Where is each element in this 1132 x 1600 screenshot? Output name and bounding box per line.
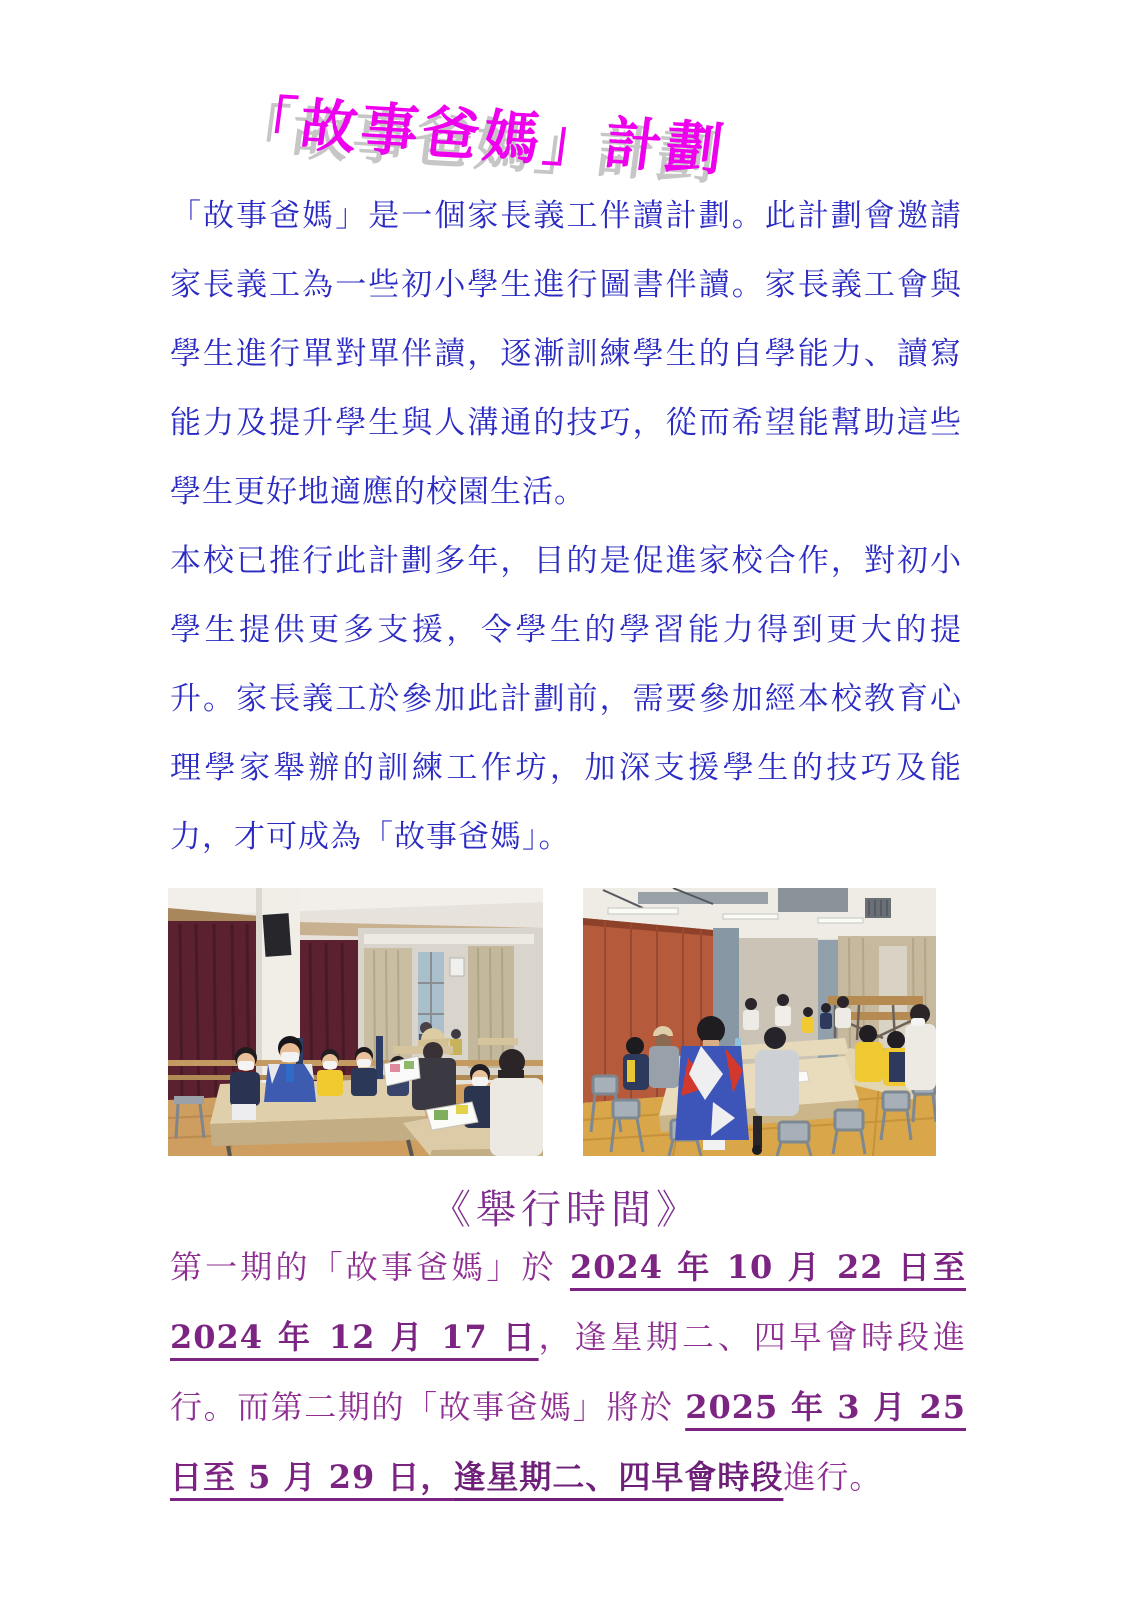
photo-group-reading-classroom bbox=[583, 888, 936, 1156]
photo-volunteer-reading-hall-image bbox=[168, 888, 543, 1156]
photo-volunteer-reading-hall bbox=[168, 888, 543, 1156]
schedule-run-period1-dates: 2024 年 10 月 22 日至 2024 年 12 月 17 日 bbox=[170, 1248, 966, 1356]
page-title: 「故事爸媽」計劃 bbox=[235, 88, 731, 184]
intro-paragraph-2: 本校已推行此計劃多年，目的是促進家校合作，對初小學生提供更多支援，令學生的學習能力得到更大的提升。家長義工於參加此計劃前，需要參加經本校教育心理學家舉辦的訓練工作坊，加深支援學生的技巧及能力，才可成為「故事爸媽」。 bbox=[170, 543, 962, 855]
schedule-run-period2-dates: 2025 年 3 月 25 日至 5 月 29 日， bbox=[170, 1388, 966, 1496]
schedule-run-intro-1: 第一期的「故事爸媽」於 bbox=[170, 1248, 570, 1286]
schedule-paragraph bbox=[170, 1232, 966, 1512]
schedule-run-ending: 進行。 bbox=[783, 1458, 883, 1496]
schedule-heading: 《舉行時間》 bbox=[431, 1187, 701, 1233]
schedule-run-middle: ，逢星期二、四早會時段進行。而第二期的「故事爸媽」將於 bbox=[170, 1318, 966, 1426]
schedule-run-period2-weekdays: 逢星期二、四早會時段 bbox=[453, 1458, 784, 1496]
intro-paragraph-1: 「故事爸媽」是一個家長義工伴讀計劃。此計劃會邀請家長義工為一些初小學生進行圖書伴讀。家長義工會與學生進行單對單伴讀，逐漸訓練學生的自學能力、讀寫能力及提升學生與人溝通的技巧，從而希望能幫助這些學生更好地適應的校園生活。 bbox=[170, 198, 962, 510]
photo-group-reading-classroom-image bbox=[583, 888, 936, 1156]
intro-section bbox=[170, 182, 962, 872]
photo-row bbox=[168, 888, 936, 1156]
